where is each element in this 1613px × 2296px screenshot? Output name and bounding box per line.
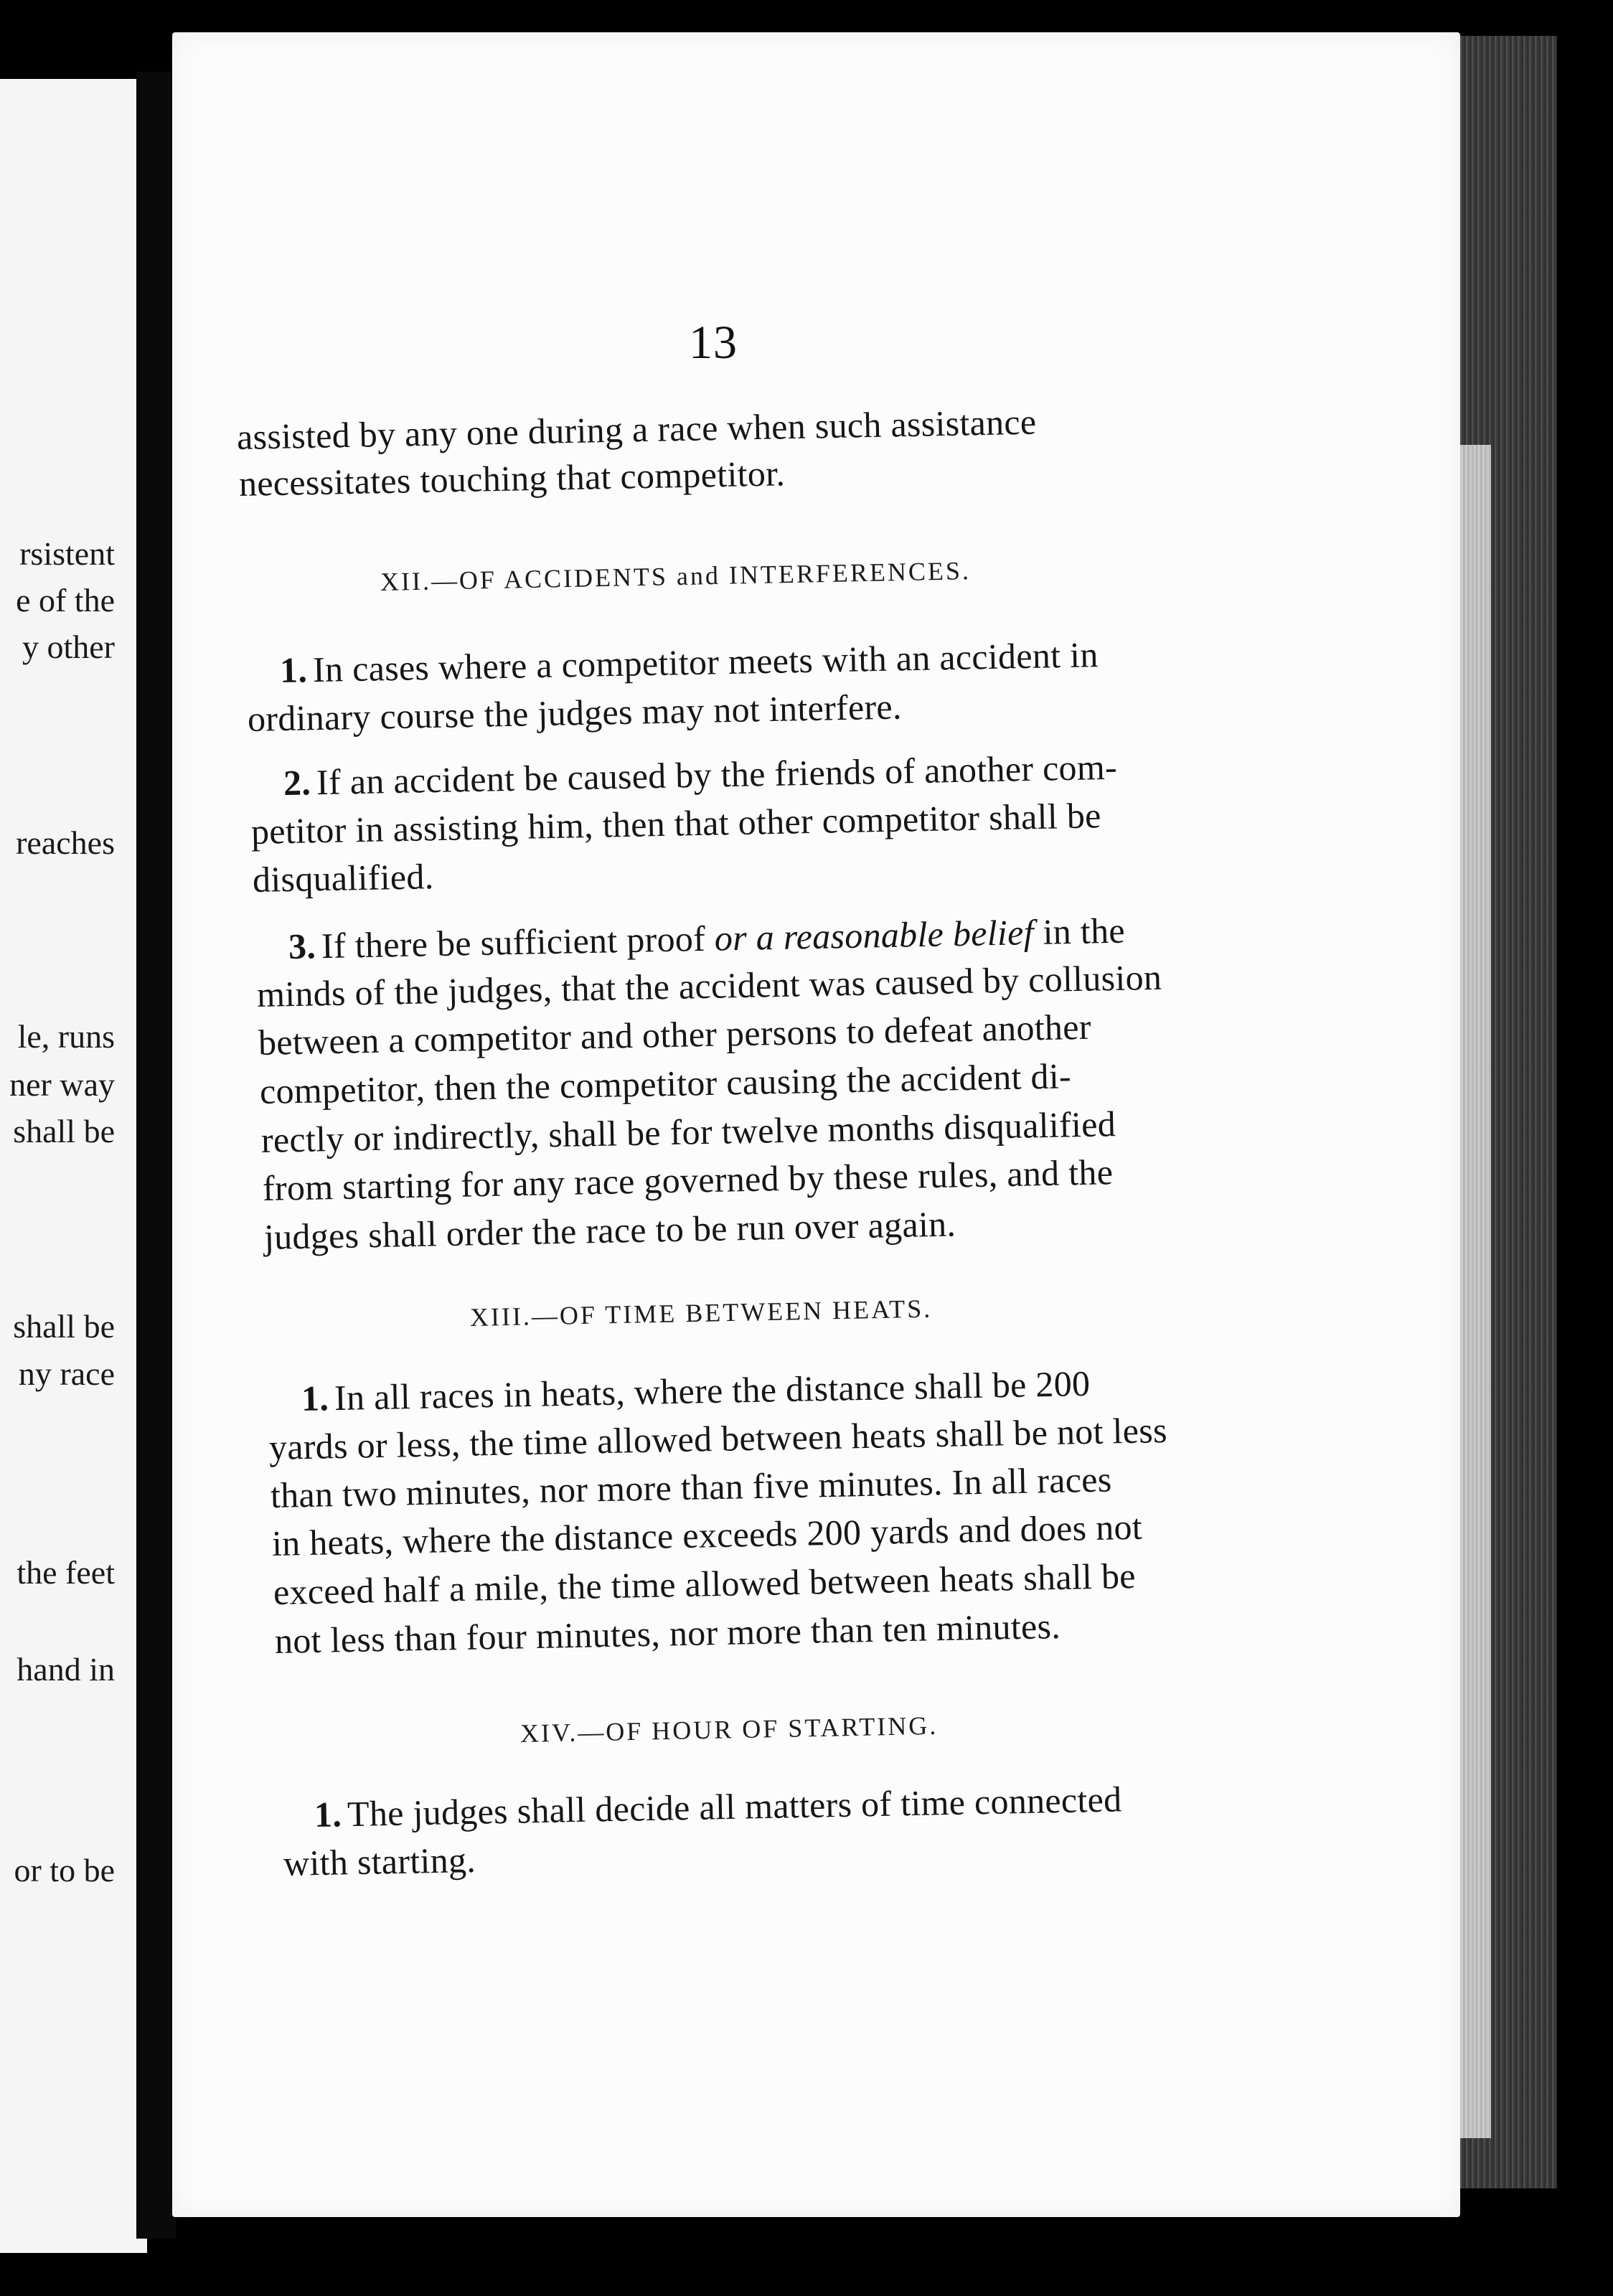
text-line: ordinary course the judges may not interfere. — [247, 686, 903, 739]
text-line: yards or less, the time allowed between heats shall be not less — [268, 1409, 1168, 1467]
section-heading: XII.—OF ACCIDENTS and INTERFERENCES. — [380, 556, 972, 596]
left-fragment: le, runs — [17, 1018, 115, 1055]
text-line: petitor in assisting him, then that other competitor shall be — [250, 795, 1102, 852]
paragraph-number: 2. — [283, 762, 311, 803]
paragraph-number: 1. — [314, 1794, 342, 1835]
paragraph-text: If an accident be caused by the friends of another com- — [316, 746, 1118, 803]
left-fragment: e of the — [16, 582, 115, 618]
text-line: not less than four minutes, nor more than ten minutes. — [274, 1605, 1061, 1661]
left-fragment: shall be — [13, 1308, 115, 1345]
page-number: 13 — [689, 316, 738, 369]
section-heading: XIII.—OF TIME BETWEEN HEATS. — [469, 1294, 933, 1332]
paragraph-text: If there be sufficient proof — [321, 918, 715, 966]
text-line: with starting. — [283, 1839, 476, 1883]
paragraph-number: 1. — [301, 1378, 329, 1418]
left-fragment: rsistent — [19, 535, 115, 572]
text-line: rectly or indirectly, shall be for twelve months disqualified — [260, 1104, 1116, 1160]
text-line: from starting for any race governed by these rules, and the — [262, 1152, 1114, 1208]
text-line: judges shall order the race to be run over again. — [263, 1203, 956, 1257]
text-line: between a competitor and other persons to defeat another — [258, 1006, 1092, 1063]
paragraph-text: In all races in heats, where the distance shall be 200 — [334, 1363, 1091, 1418]
left-fragment: ner way — [9, 1066, 115, 1103]
paragraph-text: The judges shall decide all matters of time connected — [347, 1779, 1122, 1835]
text-line: minds of the judges, that the accident was caused by collusion — [256, 956, 1162, 1015]
text-line: than two minutes, nor more than five minutes. In all races — [270, 1459, 1112, 1515]
text-line: disqualified. — [252, 856, 434, 900]
text-line: exceed half a mile, the time allowed between heats shall be — [273, 1555, 1137, 1612]
paragraph-number: 3. — [288, 926, 316, 966]
paragraph-number: 1. — [279, 649, 308, 690]
left-fragment: the feet — [17, 1554, 115, 1591]
left-fragment: or to be — [14, 1852, 115, 1888]
paragraph-text: in the — [1033, 910, 1126, 953]
italic-phrase: or a reasonable belief — [714, 912, 1035, 959]
left-fragment: hand in — [17, 1651, 115, 1688]
left-fragment: ny race — [18, 1355, 115, 1392]
text-line: in heats, where the distance exceeds 200 yards and does not — [271, 1506, 1143, 1563]
left-page — [0, 79, 147, 2253]
text-line: necessitates touching that competitor. — [238, 453, 786, 504]
left-fragment: y other — [22, 629, 115, 665]
left-fragment: shall be — [13, 1113, 115, 1149]
book-gutter — [136, 72, 176, 2239]
section-heading: XIV.—OF HOUR OF STARTING. — [519, 1711, 939, 1748]
text-line: assisted by any one during a race when such assistance — [236, 401, 1037, 457]
left-fragment: reaches — [16, 824, 115, 861]
text-line: competitor, then the competitor causing the accident di- — [259, 1055, 1072, 1111]
paragraph-text: In cases where a competitor meets with an accident in — [312, 634, 1099, 690]
